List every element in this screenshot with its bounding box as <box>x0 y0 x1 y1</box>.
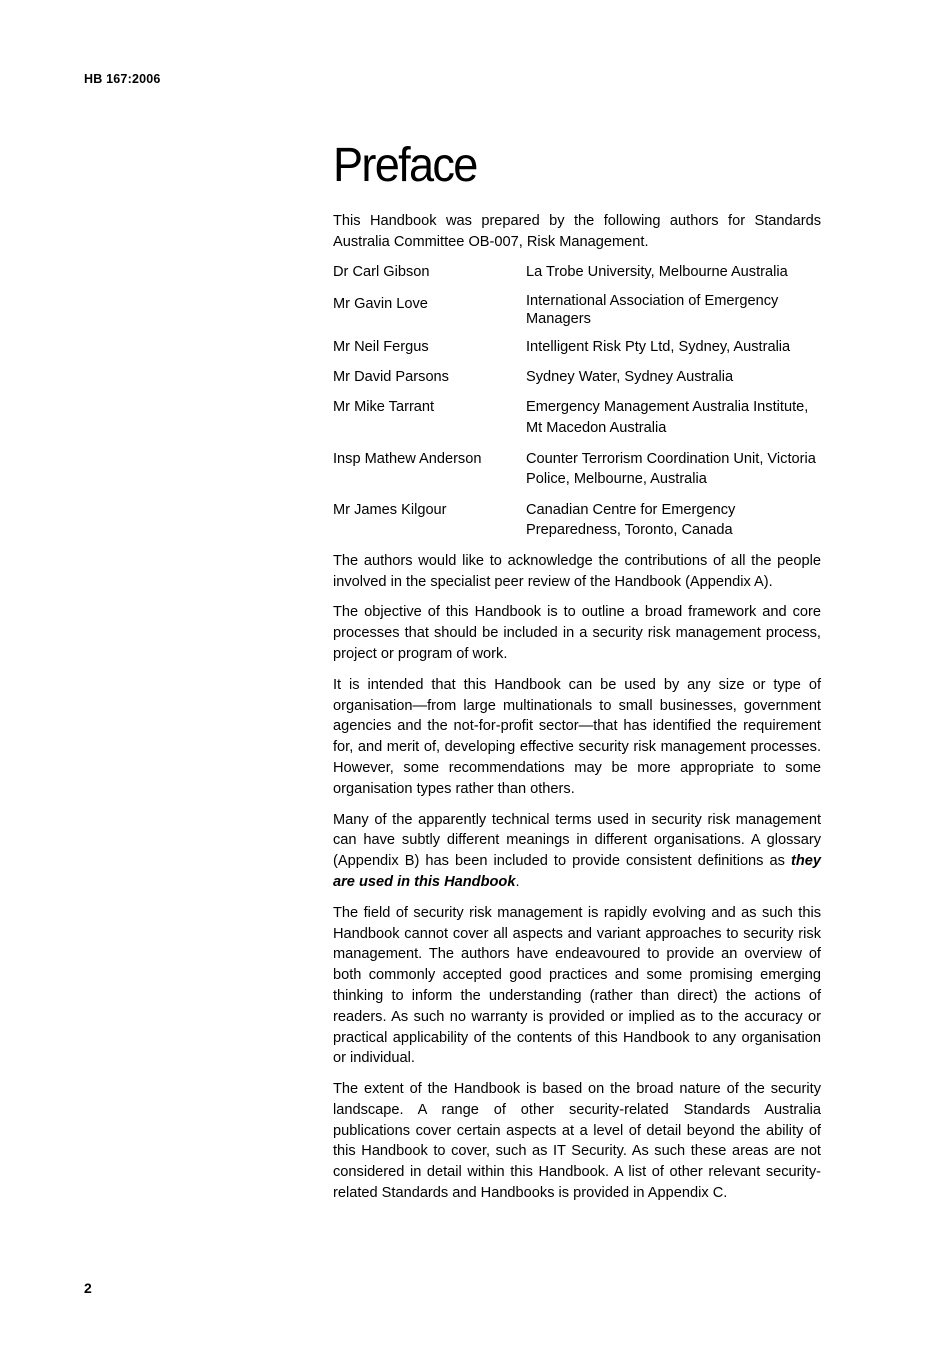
terms-paragraph <box>333 810 821 893</box>
author-row <box>333 292 821 329</box>
terms-end: . <box>515 873 520 890</box>
author-affiliation: International Association of Emergency Managers <box>526 292 779 328</box>
author-row <box>333 397 821 439</box>
field-paragraph: The field of security risk management is rapidly evolving and as such this Handbook cannot cover all aspects and variant approaches to security risk management. The authors have endeavoured to provide an overview of both commonly accepted good practices and some promising emerging thinking to inform the understanding (rather than direct) the actions of readers. As such no warranty is provided or implied as to the accuracy or practical applicability of the contents of this Handbook to any organisation or individual. <box>333 904 821 1067</box>
author-row <box>333 367 821 388</box>
author-affiliation: La Trobe University, Melbourne Australia <box>526 263 788 280</box>
acknowledgement-paragraph: The authors would like to acknowledge the contributions of all the people involved in the specialist peer review of the Handbook (Appendix A). <box>333 552 821 590</box>
author-row <box>333 337 821 358</box>
author-name: Insp Mathew Anderson <box>333 450 482 467</box>
author-affiliation: Sydney Water, Sydney Australia <box>526 369 734 386</box>
author-affiliation: Emergency Management Australia Institute, Mt Macedon Australia <box>526 399 809 437</box>
author-name: Mr Mike Tarrant <box>333 399 435 416</box>
extent-paragraph: The extent of the Handbook is based on the broad nature of the security landscape. A range of other security-related Standards Australia publications cover certain aspects at a level of detail beyond the ability of this Handbook to cover, such as IT Security. As such these areas are not considered in detail within this Handbook. A list of other relevant security-related Standards and Handbooks is provided in Appendix C. <box>333 1081 821 1202</box>
author-affiliation: Counter Terrorism Coordination Unit, Victoria Police, Melbourne, Australia <box>526 450 816 488</box>
intended-use-paragraph: It is intended that this Handbook can be used by any size or type of organisation—from large multinationals to small businesses, government agencies and the not-for-profit sector—that has identified the requirement for, and merit of, developing effective security risk management processes. However, some recommendations may be more appropriate to some organisation types rather than others. <box>333 676 821 797</box>
page-title: Preface <box>333 139 477 192</box>
page-number: 2 <box>84 1280 92 1296</box>
author-affiliation: Intelligent Risk Pty Ltd, Sydney, Australia <box>526 338 791 355</box>
preface-content <box>333 138 821 1214</box>
author-name: Mr Neil Fergus <box>333 338 429 355</box>
terms-text: Many of the apparently technical terms used in security risk management can have subtly different meanings in different organisations. A glossary (Appendix B) has been included to provide consistent definitions as <box>333 811 821 870</box>
author-name: Mr David Parsons <box>333 369 449 386</box>
author-name: Dr Carl Gibson <box>333 263 430 280</box>
document-identifier: HB 167:2006 <box>84 72 161 86</box>
author-row <box>333 262 821 283</box>
author-name: Mr Gavin Love <box>333 295 428 312</box>
author-affiliation: Canadian Centre for Emergency Preparedness, Toronto, Canada <box>526 501 736 539</box>
objective-paragraph: The objective of this Handbook is to outline a broad framework and core processes that should be included in a security risk management process, project or program of work. <box>333 604 821 662</box>
intro-paragraph: This Handbook was prepared by the following authors for Standards Australia Committee OB-007, Risk Management. <box>333 213 821 250</box>
author-row <box>333 500 821 542</box>
author-name: Mr James Kilgour <box>333 501 447 518</box>
author-row <box>333 449 821 491</box>
terms-emphasis: they are used in this Handbook <box>333 853 821 890</box>
author-list <box>333 262 821 542</box>
